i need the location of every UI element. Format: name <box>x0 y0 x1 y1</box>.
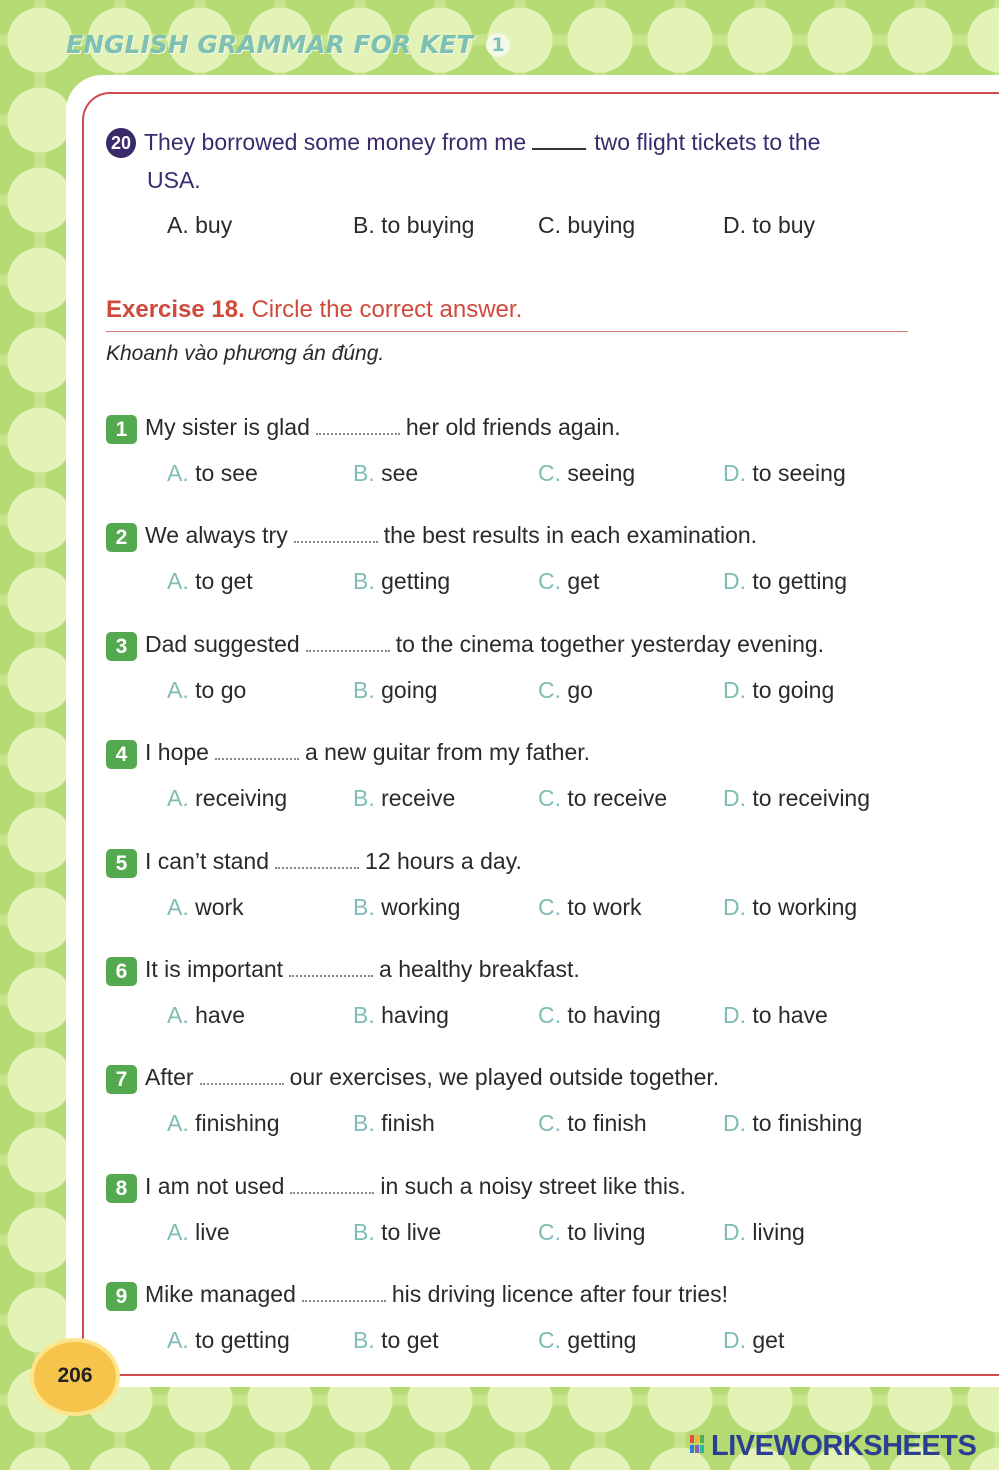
question-9-options <box>167 1327 947 1359</box>
answer-blank[interactable] <box>289 957 373 977</box>
question-2-options <box>167 568 947 600</box>
question-3 <box>106 631 946 663</box>
option-d[interactable] <box>723 677 834 704</box>
option-a[interactable] <box>167 1219 230 1246</box>
question-text-after: a healthy breakfast. <box>379 956 580 982</box>
question-5 <box>106 848 946 880</box>
question-text-before: My sister is glad <box>145 414 310 440</box>
exercise-instruction: Circle the correct answer. <box>251 296 523 323</box>
option-d[interactable] <box>723 894 857 921</box>
option-text: to getting <box>195 1327 290 1353</box>
option-text: to work <box>567 894 642 920</box>
option-text: to finish <box>567 1110 647 1136</box>
option-letter: A. <box>167 1327 189 1353</box>
option-a[interactable] <box>167 460 258 487</box>
question-4-options <box>167 785 947 817</box>
option-text: work <box>195 894 244 920</box>
option-letter: D. <box>723 894 746 920</box>
question-number: 7 <box>106 1065 137 1094</box>
question-text-after: her old friends again. <box>405 414 621 440</box>
option-letter: A. <box>167 1002 189 1028</box>
heading-divider <box>106 331 908 332</box>
question-20-line2: USA. <box>147 167 201 193</box>
option-letter: B. <box>353 460 375 486</box>
question-text-after: the best results in each examination. <box>383 522 758 548</box>
option-text: get <box>752 1327 785 1353</box>
option-letter: C. <box>538 1110 561 1136</box>
option-letter: C. <box>538 894 561 920</box>
option-a[interactable] <box>167 894 244 921</box>
question-7 <box>106 1064 946 1096</box>
page-number-badge: 206 <box>34 1342 116 1412</box>
answer-blank[interactable] <box>532 128 586 150</box>
brand-watermark <box>690 1430 976 1463</box>
option-c[interactable] <box>538 677 593 704</box>
option-d[interactable]: D. to buy <box>723 212 816 238</box>
question-text-after: his driving licence after four tries! <box>391 1281 729 1307</box>
question-text-after: our exercises, we played outside together. <box>289 1064 720 1090</box>
question-4 <box>106 739 946 771</box>
question-8 <box>106 1173 946 1205</box>
option-b[interactable] <box>353 894 460 921</box>
option-text: receiving <box>195 785 288 811</box>
option-c[interactable] <box>538 460 635 487</box>
option-d[interactable] <box>723 1219 805 1246</box>
question-20 <box>106 123 926 199</box>
option-text: getting <box>381 568 451 594</box>
option-letter: C. <box>538 785 561 811</box>
option-letter: D. <box>723 1002 746 1028</box>
question-number: 6 <box>106 957 137 986</box>
option-b[interactable] <box>353 568 450 595</box>
option-a[interactable] <box>167 1002 245 1029</box>
option-letter: A. <box>167 460 189 486</box>
option-text: finish <box>381 1110 435 1136</box>
option-letter: D. <box>723 568 746 594</box>
option-text: going <box>381 677 438 703</box>
option-letter: B. <box>353 785 375 811</box>
option-letter: B. <box>353 1110 375 1136</box>
option-d[interactable] <box>723 460 846 487</box>
option-text: to living <box>567 1219 646 1245</box>
option-text: working <box>381 894 461 920</box>
option-a[interactable] <box>167 1327 290 1354</box>
question-number: 4 <box>106 740 137 769</box>
option-letter: C. <box>538 1327 561 1353</box>
option-letter: D. <box>723 1110 746 1136</box>
option-letter: B. <box>353 568 375 594</box>
option-b[interactable] <box>353 1002 449 1029</box>
option-letter: B. <box>353 1327 375 1353</box>
option-text: getting <box>567 1327 637 1353</box>
question-text-before: Mike managed <box>145 1281 296 1307</box>
option-text: to going <box>752 677 835 703</box>
option-letter: B. <box>353 1002 375 1028</box>
option-d[interactable] <box>723 568 847 595</box>
option-c[interactable] <box>538 1002 661 1029</box>
question-text-before: I hope <box>145 739 209 765</box>
option-d[interactable] <box>723 1110 862 1137</box>
question-text-before: I can’t stand <box>145 848 270 874</box>
question-text-after: in such a noisy street like this. <box>380 1173 686 1199</box>
question-20-options <box>167 212 947 244</box>
question-6 <box>106 956 946 988</box>
question-1-options <box>167 460 947 492</box>
option-letter: C. <box>538 568 561 594</box>
option-d[interactable] <box>723 1002 828 1029</box>
question-text-before: We always try <box>145 522 288 548</box>
answer-blank[interactable] <box>302 1282 386 1302</box>
question-9 <box>106 1281 946 1313</box>
option-c[interactable] <box>538 1110 647 1137</box>
question-text-before: After <box>145 1064 194 1090</box>
option-text: to getting <box>752 568 848 594</box>
option-letter: A. <box>167 677 189 703</box>
question-number: 8 <box>106 1174 137 1203</box>
answer-blank[interactable] <box>306 632 390 652</box>
option-b[interactable] <box>353 1110 435 1137</box>
question-7-options <box>167 1110 947 1142</box>
option-a[interactable] <box>167 785 287 812</box>
option-text: having <box>381 1002 449 1028</box>
option-letter: A. <box>167 568 189 594</box>
option-letter: A. <box>167 1110 189 1136</box>
book-title <box>66 30 510 59</box>
option-c[interactable]: C. buying <box>538 212 636 238</box>
option-c[interactable] <box>538 1327 636 1354</box>
option-text: receive <box>381 785 456 811</box>
exercise-label: Exercise 18. <box>106 296 245 323</box>
option-text: living <box>752 1219 805 1245</box>
question-text-before: It is important <box>145 956 284 982</box>
question-20-text-after: two flight tickets to the <box>594 129 821 155</box>
option-letter: C. <box>538 677 561 703</box>
answer-blank[interactable] <box>294 523 378 543</box>
option-text: to working <box>752 894 858 920</box>
answer-blank[interactable] <box>200 1065 284 1085</box>
question-text-before: Dad suggested <box>145 631 300 657</box>
question-1 <box>106 414 946 446</box>
answer-blank[interactable] <box>316 415 400 435</box>
answer-blank[interactable] <box>290 1174 374 1194</box>
option-b[interactable] <box>353 677 437 704</box>
option-text: get <box>567 568 600 594</box>
question-20-text-before: They borrowed some money from me <box>144 129 527 155</box>
option-letter: D. <box>723 460 746 486</box>
question-2 <box>106 522 946 554</box>
option-c[interactable] <box>538 1219 645 1246</box>
option-text: go <box>567 677 593 703</box>
option-a[interactable]: A. buy <box>167 212 233 238</box>
option-letter: C. <box>538 1219 561 1245</box>
question-number: 9 <box>106 1282 137 1311</box>
question-number-20: 20 <box>106 128 136 158</box>
option-text: to receive <box>567 785 668 811</box>
exercise-heading <box>106 296 522 324</box>
option-text: to see <box>195 460 258 486</box>
option-letter: B. <box>353 1219 375 1245</box>
liveworksheets-logo-icon <box>690 1433 708 1457</box>
option-text: to have <box>752 1002 828 1028</box>
option-text: have <box>195 1002 245 1028</box>
option-c[interactable] <box>538 894 642 921</box>
option-c[interactable] <box>538 785 667 812</box>
option-letter: D. <box>723 785 746 811</box>
option-b[interactable] <box>353 785 455 812</box>
option-a[interactable] <box>167 568 253 595</box>
question-number: 1 <box>106 415 137 444</box>
question-3-options <box>167 677 947 709</box>
question-number: 5 <box>106 849 137 878</box>
option-d[interactable] <box>723 785 870 812</box>
book-title-text: ENGLISH GRAMMAR FOR KET <box>66 30 474 59</box>
exercise-subtitle: Khoanh vào phương án đúng. <box>106 342 385 365</box>
option-b[interactable]: B. to buying <box>353 212 475 238</box>
option-letter: A. <box>167 785 189 811</box>
option-text: finishing <box>195 1110 280 1136</box>
option-b[interactable] <box>353 1327 439 1354</box>
option-text: to receiving <box>752 785 871 811</box>
answer-blank[interactable] <box>275 849 359 869</box>
option-text: see <box>381 460 419 486</box>
option-text: to finishing <box>752 1110 863 1136</box>
option-letter: A. <box>167 1219 189 1245</box>
question-text-after: to the cinema together yesterday evening. <box>395 631 825 657</box>
question-text-after: a new guitar from my father. <box>304 739 591 765</box>
option-text: to having <box>567 1002 661 1028</box>
option-letter: C. <box>538 460 561 486</box>
book-volume-badge: 1 <box>486 33 510 57</box>
option-b[interactable] <box>353 1219 441 1246</box>
brand-name: LIVEWORKSHEETS <box>711 1430 977 1462</box>
question-6-options <box>167 1002 947 1034</box>
option-b[interactable] <box>353 460 418 487</box>
option-letter: B. <box>353 677 375 703</box>
option-text: to get <box>195 568 253 594</box>
option-letter: D. <box>723 1219 746 1245</box>
option-letter: A. <box>167 894 189 920</box>
option-d[interactable] <box>723 1327 784 1354</box>
question-8-options <box>167 1219 947 1251</box>
option-a[interactable] <box>167 677 246 704</box>
answer-blank[interactable] <box>215 740 299 760</box>
option-c[interactable] <box>538 568 599 595</box>
question-text-after: 12 hours a day. <box>365 848 522 874</box>
option-text: live <box>195 1219 230 1245</box>
option-a[interactable] <box>167 1110 280 1137</box>
option-text: to get <box>381 1327 439 1353</box>
option-text: to go <box>195 677 247 703</box>
option-letter: B. <box>353 894 375 920</box>
option-text: to seeing <box>752 460 846 486</box>
option-letter: D. <box>723 1327 746 1353</box>
option-text: seeing <box>567 460 636 486</box>
question-text-before: I am not used <box>145 1173 285 1199</box>
option-text: to live <box>381 1219 442 1245</box>
question-number: 3 <box>106 632 137 661</box>
option-letter: D. <box>723 677 746 703</box>
option-letter: C. <box>538 1002 561 1028</box>
question-5-options <box>167 894 947 926</box>
question-number: 2 <box>106 523 137 552</box>
